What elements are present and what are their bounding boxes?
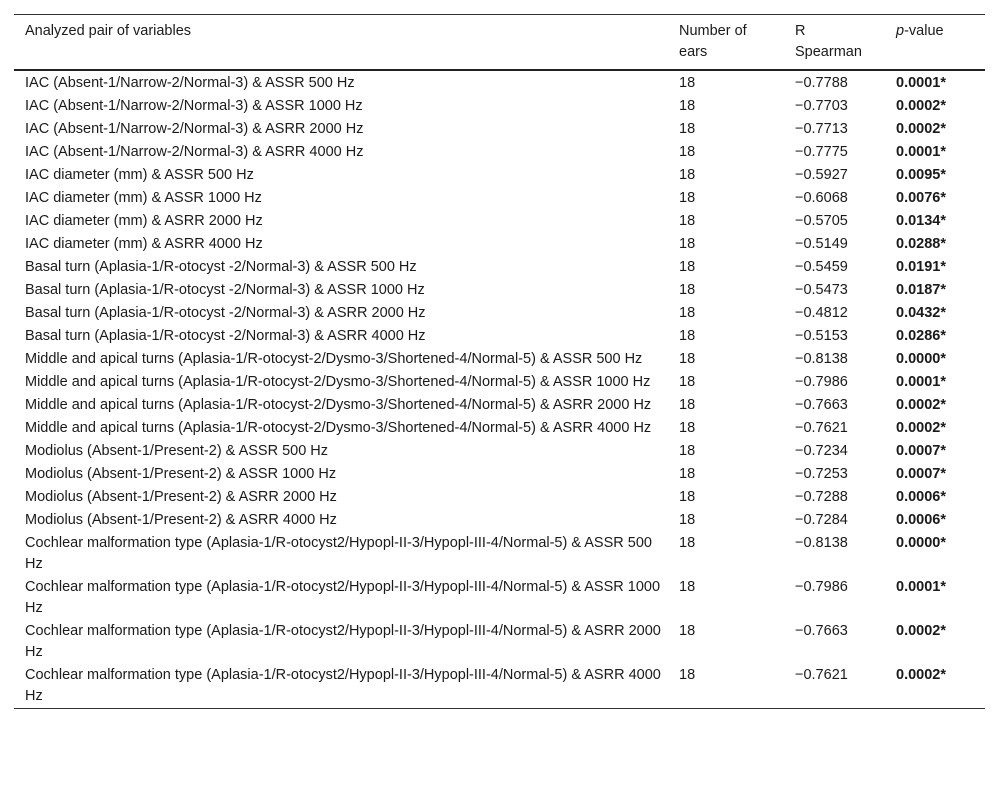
cell-p-value: 0.0001*	[896, 579, 946, 595]
cell-analyzed-pair: Modiolus (Absent-1/Present-2) & ASSR 500 Hz	[25, 443, 329, 459]
cell-number-of-ears: 18	[679, 236, 696, 252]
table-row	[14, 463, 985, 486]
cell-p-value: 0.0187*	[896, 282, 946, 298]
table-row	[14, 164, 985, 187]
cell-r-spearman: −0.7284	[795, 512, 848, 528]
header-p-rest: -value	[904, 23, 944, 39]
cell-r-spearman: −0.7986	[795, 374, 848, 390]
cell-number-of-ears: 18	[679, 75, 696, 91]
table-row	[14, 394, 985, 417]
cell-analyzed-pair: IAC (Absent-1/Narrow-2/Normal-3) & ASSR 1000 Hz	[25, 98, 363, 114]
cell-number-of-ears: 18	[679, 397, 696, 413]
header-r-line1: R	[795, 23, 806, 39]
cell-number-of-ears: 18	[679, 167, 696, 183]
header-row	[14, 15, 985, 71]
cell-p-value: 0.0286*	[896, 328, 946, 344]
cell-r-spearman: −0.8138	[795, 351, 848, 367]
cell-number-of-ears: 18	[679, 579, 696, 595]
cell-number-of-ears: 18	[679, 466, 696, 482]
cell-p-value: 0.0076*	[896, 190, 946, 206]
cell-p-value: 0.0432*	[896, 305, 946, 321]
cell-r-spearman: −0.7234	[795, 443, 848, 459]
cell-number-of-ears: 18	[679, 259, 696, 275]
cell-analyzed-pair: Cochlear malformation type (Aplasia-1/R-otocyst2/Hypopl-II-3/Hypopl-III-4/Normal-5) & ASRR 4000 Hz	[25, 667, 661, 704]
cell-r-spearman: −0.5927	[795, 167, 848, 183]
cell-p-value: 0.0002*	[896, 121, 946, 137]
table-row	[14, 509, 985, 532]
table-row	[14, 440, 985, 463]
cell-number-of-ears: 18	[679, 623, 696, 639]
cell-p-value: 0.0002*	[896, 623, 946, 639]
cell-p-value: 0.0007*	[896, 443, 946, 459]
cell-p-value: 0.0006*	[896, 512, 946, 528]
cell-p-value: 0.0006*	[896, 489, 946, 505]
cell-r-spearman: −0.4812	[795, 305, 848, 321]
cell-analyzed-pair: Middle and apical turns (Aplasia-1/R-otocyst-2/Dysmo-3/Shortened-4/Normal-5) & ASRR 2000 Hz	[25, 397, 652, 413]
table-row	[14, 348, 985, 371]
cell-analyzed-pair: Basal turn (Aplasia-1/R-otocyst -2/Normal-3) & ASSR 500 Hz	[25, 259, 417, 275]
cell-number-of-ears: 18	[679, 420, 696, 436]
table-row	[14, 576, 985, 620]
cell-p-value: 0.0001*	[896, 144, 946, 160]
cell-r-spearman: −0.6068	[795, 190, 848, 206]
table-row	[14, 417, 985, 440]
table-row	[14, 532, 985, 576]
table-row	[14, 141, 985, 164]
table-row	[14, 371, 985, 394]
header-analyzed-pair-label: Analyzed pair of variables	[25, 23, 192, 39]
cell-r-spearman: −0.7788	[795, 75, 848, 91]
cell-analyzed-pair: IAC (Absent-1/Narrow-2/Normal-3) & ASSR 500 Hz	[25, 75, 355, 91]
cell-analyzed-pair: IAC diameter (mm) & ASRR 4000 Hz	[25, 236, 263, 252]
header-number-of-ears	[668, 15, 784, 71]
cell-p-value: 0.0007*	[896, 466, 946, 482]
cell-p-value: 0.0000*	[896, 535, 946, 551]
cell-analyzed-pair: Modiolus (Absent-1/Present-2) & ASRR 2000 Hz	[25, 489, 337, 505]
table-row	[14, 620, 985, 664]
cell-number-of-ears: 18	[679, 190, 696, 206]
cell-number-of-ears: 18	[679, 512, 696, 528]
table-row	[14, 256, 985, 279]
cell-analyzed-pair: Cochlear malformation type (Aplasia-1/R-otocyst2/Hypopl-II-3/Hypopl-III-4/Normal-5) & ASSR 1000 Hz	[25, 579, 661, 616]
header-ears-line1: Number of	[679, 23, 747, 39]
cell-r-spearman: −0.7253	[795, 466, 848, 482]
cell-analyzed-pair: Middle and apical turns (Aplasia-1/R-otocyst-2/Dysmo-3/Shortened-4/Normal-5) & ASRR 4000 Hz	[25, 420, 652, 436]
cell-analyzed-pair: Cochlear malformation type (Aplasia-1/R-otocyst2/Hypopl-II-3/Hypopl-III-4/Normal-5) & ASSR 500 Hz	[25, 535, 652, 572]
cell-p-value: 0.0001*	[896, 75, 946, 91]
cell-analyzed-pair: Basal turn (Aplasia-1/R-otocyst -2/Normal-3) & ASRR 4000 Hz	[25, 328, 426, 344]
cell-p-value: 0.0002*	[896, 397, 946, 413]
header-p-value	[885, 15, 985, 71]
cell-p-value: 0.0191*	[896, 259, 946, 275]
cell-r-spearman: −0.5153	[795, 328, 848, 344]
header-ears-line2: ears	[679, 44, 708, 60]
table-body	[14, 70, 985, 709]
cell-r-spearman: −0.7621	[795, 420, 848, 436]
cell-r-spearman: −0.7288	[795, 489, 848, 505]
cell-analyzed-pair: IAC diameter (mm) & ASSR 500 Hz	[25, 167, 254, 183]
cell-number-of-ears: 18	[679, 98, 696, 114]
cell-analyzed-pair: Basal turn (Aplasia-1/R-otocyst -2/Normal-3) & ASRR 2000 Hz	[25, 305, 426, 321]
table-row	[14, 187, 985, 210]
table-row	[14, 118, 985, 141]
cell-p-value: 0.0002*	[896, 98, 946, 114]
header-r-line2: Spearman	[795, 44, 862, 60]
cell-number-of-ears: 18	[679, 351, 696, 367]
results-table-container	[14, 14, 985, 709]
table-row	[14, 325, 985, 348]
cell-r-spearman: −0.7621	[795, 667, 848, 683]
cell-analyzed-pair: Modiolus (Absent-1/Present-2) & ASSR 1000 Hz	[25, 466, 337, 482]
cell-r-spearman: −0.7713	[795, 121, 848, 137]
cell-analyzed-pair: Basal turn (Aplasia-1/R-otocyst -2/Normal-3) & ASSR 1000 Hz	[25, 282, 425, 298]
cell-r-spearman: −0.8138	[795, 535, 848, 551]
cell-number-of-ears: 18	[679, 328, 696, 344]
cell-p-value: 0.0002*	[896, 420, 946, 436]
cell-analyzed-pair: Cochlear malformation type (Aplasia-1/R-otocyst2/Hypopl-II-3/Hypopl-III-4/Normal-5) & ASRR 2000 Hz	[25, 623, 661, 660]
cell-number-of-ears: 18	[679, 535, 696, 551]
cell-r-spearman: −0.7703	[795, 98, 848, 114]
table-row	[14, 70, 985, 95]
table-row	[14, 95, 985, 118]
cell-analyzed-pair: IAC (Absent-1/Narrow-2/Normal-3) & ASRR 4000 Hz	[25, 144, 364, 160]
cell-p-value: 0.0000*	[896, 351, 946, 367]
table-row	[14, 210, 985, 233]
table-row	[14, 233, 985, 256]
table-header	[14, 15, 985, 71]
cell-p-value: 0.0134*	[896, 213, 946, 229]
cell-p-value: 0.0002*	[896, 667, 946, 683]
cell-number-of-ears: 18	[679, 443, 696, 459]
cell-r-spearman: −0.5149	[795, 236, 848, 252]
cell-r-spearman: −0.7986	[795, 579, 848, 595]
cell-number-of-ears: 18	[679, 667, 696, 683]
header-r-spearman	[784, 15, 885, 71]
cell-analyzed-pair: Middle and apical turns (Aplasia-1/R-otocyst-2/Dysmo-3/Shortened-4/Normal-5) & ASSR 500 Hz	[25, 351, 643, 367]
cell-r-spearman: −0.5459	[795, 259, 848, 275]
cell-analyzed-pair: IAC (Absent-1/Narrow-2/Normal-3) & ASRR 2000 Hz	[25, 121, 364, 137]
cell-number-of-ears: 18	[679, 213, 696, 229]
cell-r-spearman: −0.7775	[795, 144, 848, 160]
cell-analyzed-pair: Modiolus (Absent-1/Present-2) & ASRR 4000 Hz	[25, 512, 337, 528]
cell-number-of-ears: 18	[679, 282, 696, 298]
cell-r-spearman: −0.7663	[795, 397, 848, 413]
cell-p-value: 0.0001*	[896, 374, 946, 390]
cell-p-value: 0.0095*	[896, 167, 946, 183]
header-analyzed-pair	[14, 15, 668, 71]
table-row	[14, 279, 985, 302]
cell-r-spearman: −0.7663	[795, 623, 848, 639]
cell-analyzed-pair: IAC diameter (mm) & ASRR 2000 Hz	[25, 213, 263, 229]
table-row	[14, 486, 985, 509]
cell-analyzed-pair: IAC diameter (mm) & ASSR 1000 Hz	[25, 190, 262, 206]
table-row	[14, 664, 985, 709]
cell-r-spearman: −0.5473	[795, 282, 848, 298]
cell-number-of-ears: 18	[679, 121, 696, 137]
cell-number-of-ears: 18	[679, 489, 696, 505]
header-p-italic: p	[896, 23, 905, 39]
cell-analyzed-pair: Middle and apical turns (Aplasia-1/R-otocyst-2/Dysmo-3/Shortened-4/Normal-5) & ASSR 1000 Hz	[25, 374, 651, 390]
correlation-table	[14, 14, 985, 709]
cell-p-value: 0.0288*	[896, 236, 946, 252]
cell-r-spearman: −0.5705	[795, 213, 848, 229]
cell-number-of-ears: 18	[679, 144, 696, 160]
cell-number-of-ears: 18	[679, 305, 696, 321]
table-row	[14, 302, 985, 325]
cell-number-of-ears: 18	[679, 374, 696, 390]
